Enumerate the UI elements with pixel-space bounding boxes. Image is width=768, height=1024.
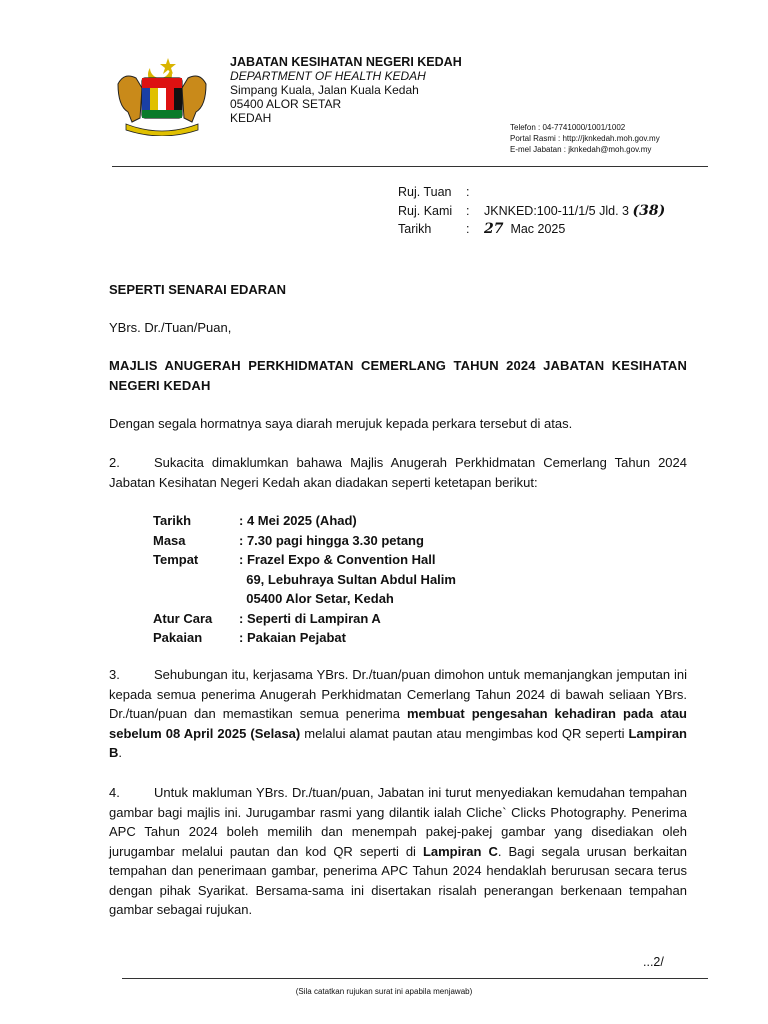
recipient: SEPERTI SENARAI EDARAN (109, 282, 286, 297)
detail-label: Tempat (153, 552, 199, 567)
malaysia-coat-of-arms-icon (112, 54, 212, 136)
paragraph-text: Untuk makluman YBrs. Dr./tuan/puan, Jabatan ini turut menyediakan kemudahan tempahan gambar bagi majlis ini. Jurugambar rasmi yang dilantik ialah Cliche` Clicks Photography. Penerima APC Tahun 2024 boleh memilih dan menempah pakej-pakej gambar yang disediakan oleh jurugambar melalui pautan dan kod QR seperti di (109, 785, 687, 859)
detail-label (153, 589, 239, 609)
paragraph-number: 4. (109, 785, 120, 800)
paragraph-3 (109, 665, 687, 763)
contact-details (510, 122, 660, 155)
colon: : (466, 203, 470, 218)
paragraph-text: melalui alamat pautan atau mengimbas kod QR seperti (300, 725, 629, 741)
paragraph-4 (109, 783, 687, 920)
opening-line: Dengan segala hormatnya saya diarah merujuk kepada perkara tersebut di atas. (109, 416, 573, 431)
email-link[interactable]: E-mel Jabatan : jknkedah@moh.gov.my (510, 145, 652, 154)
detail-row (153, 511, 456, 531)
colon: : (466, 185, 470, 200)
detail-row (153, 589, 456, 609)
address-line: Simpang Kuala, Jalan Kuala Kedah (230, 83, 419, 97)
address-line: KEDAH (230, 111, 272, 125)
paragraph-text: . (118, 745, 123, 760)
header-divider (112, 166, 708, 167)
event-details (153, 511, 456, 648)
paragraph-number: 2. (109, 455, 120, 470)
paragraph-number: 3. (109, 667, 120, 682)
tarikh-day-handwritten: 27 (484, 221, 504, 238)
detail-row (153, 570, 456, 590)
detail-value: : 7.30 pagi hingga 3.30 petang (239, 532, 424, 548)
letterhead-text (230, 55, 462, 125)
detail-label (153, 570, 239, 590)
ruj-kami-value: JKNKED:100-11/1/5 Jld. 3 (484, 203, 629, 218)
paragraph-text: . Bagi segala urusan berkaitan tempahan dan penerimaan gambar, penerima APC Tahun 2024 hendaklah berurusan secara terus dengan pihak Syarikat. Bersama-sama ini disertakan risalah penerangan berkenaan tempahan gambar sebagai rujukan. (109, 843, 688, 917)
paragraph-text: Sukacita dimaklumkan bahawa Majlis Anugerah Perkhidmatan Cemerlang Tahun 2024 Jabatan Kesihatan Negeri Kedah akan diadakan seperti ketetapan berikut: (109, 455, 687, 490)
tarikh-value: Mac 2025 (510, 222, 566, 237)
detail-value: : Frazel Expo & Convention Hall (239, 552, 436, 567)
detail-row (153, 609, 456, 629)
department-name-malay: JABATAN KESIHATAN NEGERI KEDAH (230, 55, 462, 69)
address-line: 05400 ALOR SETAR (230, 97, 342, 111)
ruj-tuan-label: Ruj. Tuan (398, 185, 452, 200)
paragraph-text: Sehubungan itu, kerjasama YBrs. Dr./tuan/puan dimohon untuk memanjangkan jemputan ini kepada semua penerima Anugerah Perkhidmatan Cemerlang Tahun 2024 di bawah seliaan YBrs. Dr./tuan/puan dan memastikan semua penerima (109, 667, 687, 721)
colon: : (466, 222, 470, 237)
detail-value: 69, Lebuhraya Sultan Abdul Halim (239, 571, 456, 587)
detail-value: : Seperti di Lampiran A (239, 610, 381, 626)
detail-value: : Pakaian Pejabat (239, 630, 346, 645)
salutation: YBrs. Dr./Tuan/Puan, (109, 320, 232, 335)
portal-link[interactable]: Portal Rasmi : http://jknkedah.moh.gov.my (510, 134, 660, 143)
reference-block (398, 183, 665, 239)
detail-row (153, 550, 456, 570)
footer-divider (122, 978, 708, 979)
attachment-reference: Lampiran B (109, 725, 687, 760)
telephone: Telefon : 04-7741000/1001/1002 (510, 123, 626, 132)
department-name-english: DEPARTMENT OF HEALTH KEDAH (230, 69, 426, 83)
detail-label: Tarikh (153, 513, 192, 528)
paragraph-emphasis: membuat pengesahan kehadiran pada atau sebelum 08 April 2025 (Selasa) (109, 706, 688, 741)
detail-value: : 4 Mei 2025 (Ahad) (239, 513, 357, 528)
detail-row (153, 628, 456, 648)
ruj-kami-handwritten: (38) (632, 202, 666, 219)
detail-value: 05400 Alor Setar, Kedah (239, 591, 394, 606)
ruj-kami-label: Ruj. Kami (398, 203, 453, 218)
detail-label: Atur Cara (153, 610, 213, 626)
detail-label: Pakaian (153, 630, 203, 645)
detail-label: Masa (153, 532, 186, 548)
subject-heading: MAJLIS ANUGERAH PERKHIDMATAN CEMERLANG TAHUN 2024 JABATAN KESIHATAN NEGERI KEDAH (109, 358, 687, 393)
detail-row (153, 531, 456, 551)
footer-note: (Sila catatkan rujukan surat ini apabila menjawab) (295, 987, 473, 996)
paragraph-2 (109, 453, 687, 492)
attachment-reference: Lampiran C (422, 843, 498, 859)
page-continuation: ...2/ (643, 955, 664, 969)
tarikh-label: Tarikh (398, 222, 432, 237)
